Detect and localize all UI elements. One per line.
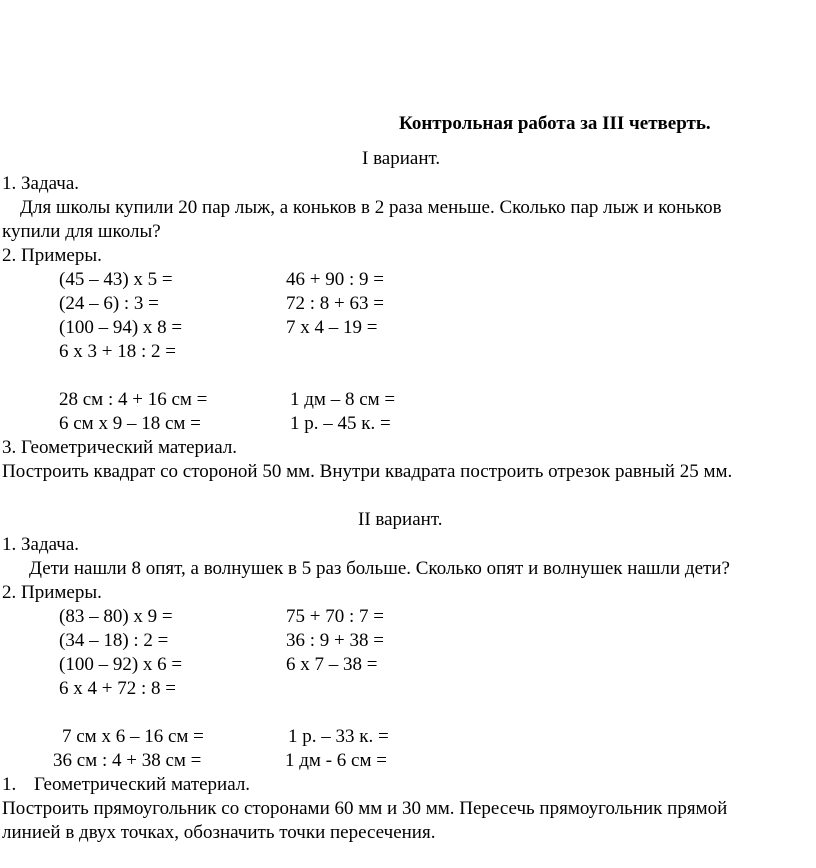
variant2-examples-label: 2. Примеры. bbox=[2, 582, 102, 603]
variant1-geometry-text: Построить квадрат со стороной 50 мм. Внутри квадрата построить отрезок равный 25 мм. bbox=[2, 461, 733, 482]
variant2-units-right: 1 дм - 6 см = bbox=[285, 750, 387, 771]
variant1-units-right: 1 р. – 45 к. = bbox=[290, 413, 391, 434]
variant1-task-label: 1. Задача. bbox=[2, 173, 80, 194]
page-title: Контрольная работа за III четверть. bbox=[399, 113, 711, 134]
variant2-units-left: 7 см х 6 – 16 см = bbox=[62, 726, 204, 747]
variant2-example-left: 6 х 4 + 72 : 8 = bbox=[59, 678, 176, 699]
variant2-example-right: 6 х 7 – 38 = bbox=[286, 654, 378, 675]
variant1-task-text-2: купили для школы? bbox=[2, 221, 161, 242]
variant1-example-right: 46 + 90 : 9 = bbox=[286, 269, 384, 290]
variant1-heading: I вариант. bbox=[362, 148, 441, 169]
variant2-units-left: 36 см : 4 + 38 см = bbox=[53, 750, 202, 771]
variant1-geometry-label: 3. Геометрический материал. bbox=[2, 437, 238, 458]
variant2-task-label: 1. Задача. bbox=[2, 534, 80, 555]
variant1-example-right: 7 х 4 – 19 = bbox=[286, 317, 378, 338]
variant1-example-left: (100 – 94) х 8 = bbox=[59, 317, 183, 338]
variant1-example-right: 72 : 8 + 63 = bbox=[286, 293, 384, 314]
variant2-task-text-1: Дети нашли 8 опят, а волнушек в 5 раз больше. Сколько опят и волнушек нашли дети? bbox=[29, 558, 730, 579]
variant2-heading: II вариант. bbox=[358, 509, 443, 530]
variant2-units-right: 1 р. – 33 к. = bbox=[288, 726, 389, 747]
variant1-task-text-1: Для школы купили 20 пар лыж, а коньков в 2 раза меньше. Сколько пар лыж и коньков bbox=[20, 197, 722, 218]
variant2-example-right: 36 : 9 + 38 = bbox=[286, 630, 384, 651]
variant2-example-right: 75 + 70 : 7 = bbox=[286, 606, 384, 627]
variant2-example-left: (34 – 18) : 2 = bbox=[59, 630, 169, 651]
variant1-examples-label: 2. Примеры. bbox=[2, 245, 102, 266]
variant2-geometry-text-1: Построить прямоугольник со сторонами 60 мм и 30 мм. Пересечь прямоугольник прямой bbox=[2, 798, 728, 819]
variant2-geometry-number: 1. bbox=[2, 774, 17, 795]
variant1-example-left: (24 – 6) : 3 = bbox=[59, 293, 159, 314]
variant1-units-left: 6 см х 9 – 18 см = bbox=[59, 413, 201, 434]
variant2-example-left: (83 – 80) х 9 = bbox=[59, 606, 173, 627]
variant1-example-left: (45 – 43) х 5 = bbox=[59, 269, 173, 290]
variant2-example-left: (100 – 92) х 6 = bbox=[59, 654, 183, 675]
variant2-geometry-label: Геометрический материал. bbox=[34, 774, 251, 795]
variant1-units-right: 1 дм – 8 см = bbox=[290, 389, 396, 410]
variant2-geometry-text-2: линией в двух точках, обозначить точки пересечения. bbox=[2, 822, 436, 843]
variant1-example-left: 6 х 3 + 18 : 2 = bbox=[59, 341, 176, 362]
variant1-units-left: 28 см : 4 + 16 см = bbox=[59, 389, 208, 410]
